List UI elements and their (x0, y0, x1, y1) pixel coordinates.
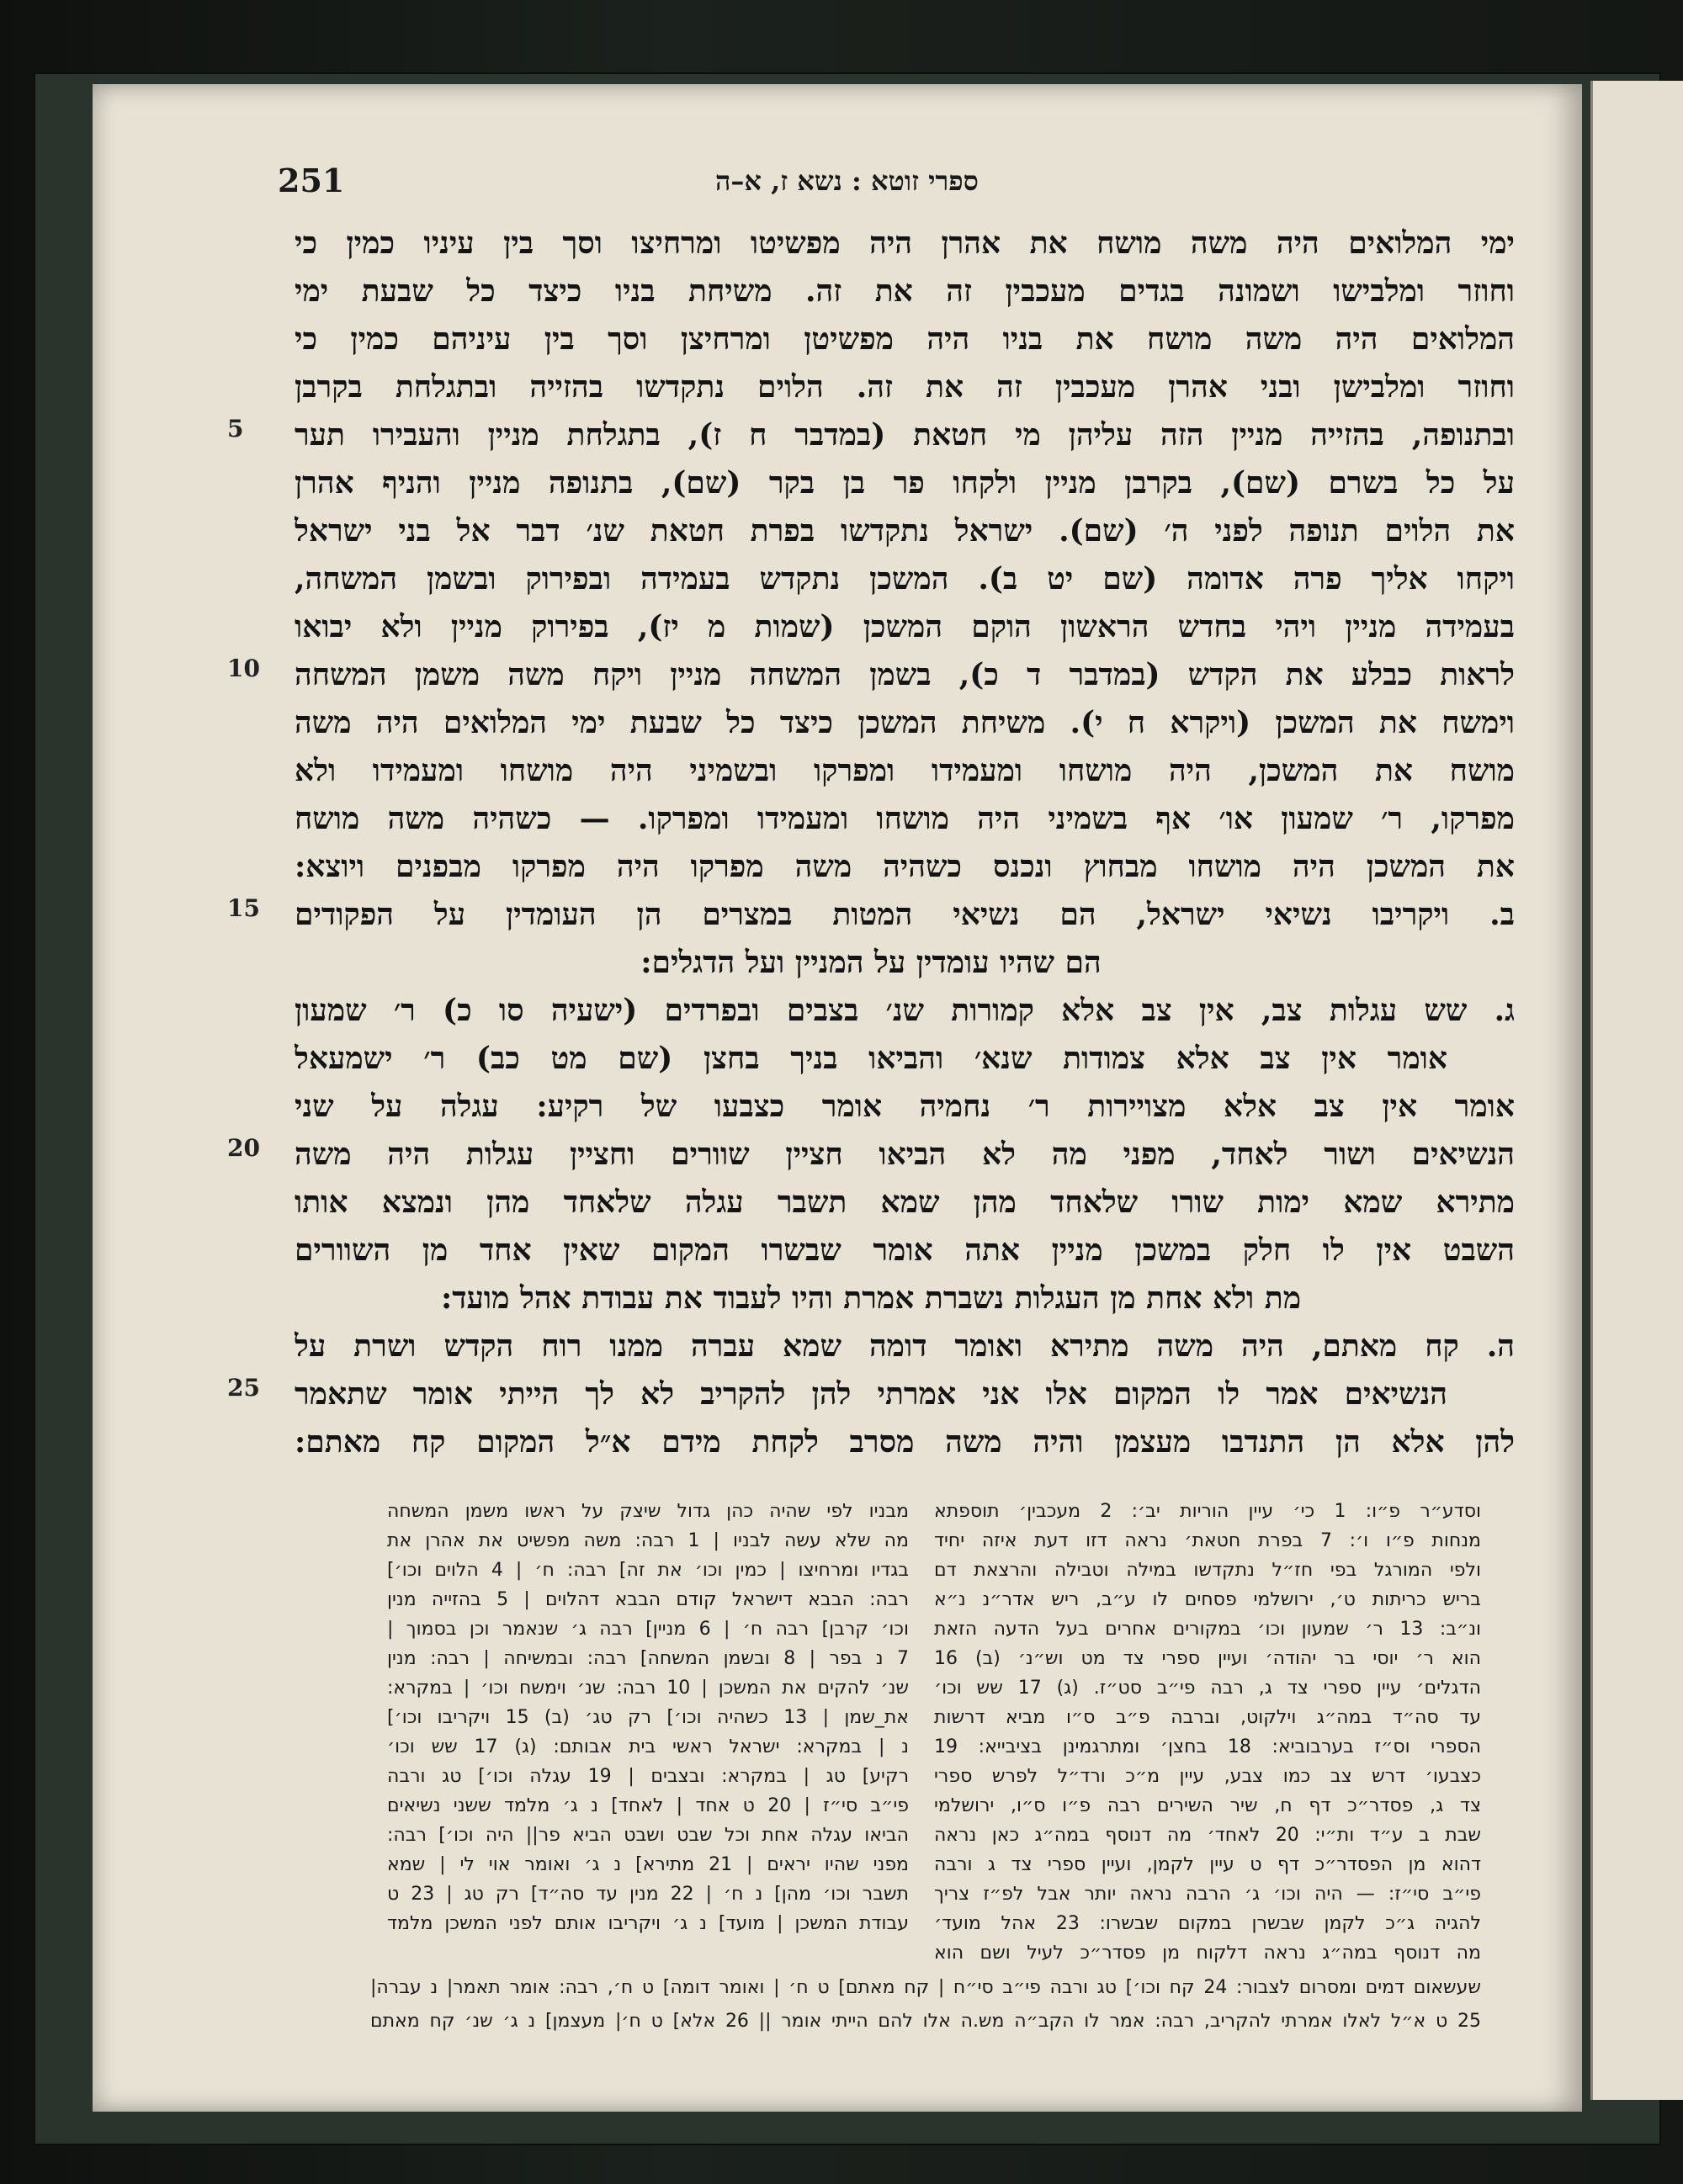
footnote-line: שנ׳ להקים את המשכן | 10 רבה: שנ׳ וימשח וכו׳ | במקרא: (387, 1678, 909, 1699)
page-number: 251 (278, 162, 345, 199)
footnote-line: הביאו עגלה אחת וכל שבט ושבט הביא פר|| היה וכו׳] רבה: (387, 1825, 909, 1846)
text-line: אומר אין צב אלא צמודות שנא׳ והביאו בניך בחצן (שם מט כב) ר׳ ישמעאל (295, 1041, 1447, 1076)
footnotes-right-column (934, 1498, 1481, 1969)
footnote-line: עבודת המשכן | מועד] נ ג׳ ויקריבו אותם לפני המשכן מלמד (387, 1913, 909, 1934)
text-line: ויקחו אליך פרה אדומה (שם יט ב). המשכן נתקדש בעמידה ובפירוק ובשמן המשחה, (295, 561, 1515, 596)
footnote-line: מה שלא עשה לבניו | 1 רבה: משה מפשיט את אהרן את (387, 1530, 909, 1551)
footnote-line: הוא ר׳ יוסי בר יהודה׳ ועיין ספרי צד מט וש״נ׳ (ב) 16 (934, 1648, 1481, 1669)
footnote-line: פי״ב סי״ז | 20 ט אחד | לאחד] נ ג׳ מלמד ששני נשיאים (387, 1795, 909, 1816)
footnote-line: מפני שהיו יראים | 21 מתירא] נ ג׳ ואומר אוי לי | שמא (387, 1854, 909, 1875)
footnote-line: הדגלים׳ עיין ספרי צד ג, רבה פי״ב סט״ז. (ג) 17 שש וכו׳ (934, 1678, 1481, 1699)
text-line: בעמידה מניין ויהי בחדש הראשון הוקם המשכן (שמות מ יז), בפירוק מניין ולא יבואו (295, 609, 1515, 644)
line-number: 25 (227, 1374, 260, 1402)
footnotes-bottom (370, 1973, 1481, 2040)
line-number: 5 (227, 415, 244, 443)
text-line: אומר אין צב אלא מצויירות ר׳ נחמיה אומר כצבעו של רקיע: עגלה על שני (295, 1089, 1515, 1124)
text-line: השבט אין לו חלק במשכן מניין אתה אומר שבשרו המקום שאין אחד מן השוורים (295, 1232, 1515, 1268)
footnote-line: ונ״ב: 13 ר׳ שמעון וכו׳ במקורים אחרים בעל הדעה הזאת (934, 1619, 1481, 1640)
line-number: 20 (227, 1134, 260, 1162)
page (93, 84, 1582, 2112)
footnote-line: בגדיו ומרחיצו | כמין וכו׳ את זה] רבה: ח׳ | 4 הלוים וכו׳] (387, 1560, 909, 1581)
footnote-line: עד סה״ד במה״ג וילקוט, וברבה פ״ב ס״ו מביא דרשות (934, 1707, 1481, 1728)
text-line: וימשח את המשכן (ויקרא ח י). משיחת המשכן כיצד כל שבעת ימי המלואים היה משה (295, 705, 1515, 740)
footnote-line: כצבעו׳ דרש צב כמו צבע, עיין מ״כ ורד״ל לפרש ספרי (934, 1766, 1481, 1787)
text-line: המלואים היה משה מושח את בניו היה מפשיטן ומרחיצן וסך בין עיניהם כמין כי (295, 321, 1515, 357)
footnote-line: שעשאום דמים ומסרום לצבור: 24 קח וכו׳] טג ורבה פי״ב סי״ח | קח מאתם] ט ח׳ | ואומר דומה] ט ח׳, רבה: אומר תאמר| נ עברה| (370, 1977, 1481, 1998)
text-line: מתירא שמא ימות שורו שלאחד מהן שמא תשבר עגלה שלאחד מהן ונמצא אותו (295, 1185, 1515, 1220)
text-line: מפרקו, ר׳ שמעון או׳ אף בשמיני היה מושחו ומעמידו ומפרקו. — כשהיה משה מושח (295, 801, 1515, 836)
text-line: ג. שש עגלות צב, אין צב אלא קמורות שנ׳ בצבים ובפרדים (ישעיה סו כ) ר׳ שמעון (295, 993, 1515, 1028)
text-line: הנשיאים אמר לו המקום אלו אני אמרתי להן להקריב לא לך הייתי אומר שתאמר (295, 1376, 1447, 1412)
text-line: את המשכן היה מושחו מבחוץ ונכנס כשהיה משה מפרקו היה מפרקו מבפנים ויוצא: (295, 849, 1515, 884)
footnote-line: להגיה ג״כ לקמן שבשרן במקום שבשרו: 23 אהל מועד׳ (934, 1913, 1481, 1934)
footnote-line: שבת ב ע״ד ות״י: 20 לאחד׳ מה דנוסף במה״ג כאן נראה (934, 1825, 1481, 1846)
footnote-line: בריש כריתות ט׳, ירושלמי פסחים לו ע״ב, ריש אדר״נ נ״א (934, 1589, 1481, 1610)
text-line: להן אלא הן התנדבו מעצמן והיה משה מסרב לקחת מידם א״ל המקום קח מאתם: (295, 1424, 1515, 1460)
footnote-line: רבה: הבבא דישראל קודם הבבא דהלוים | 5 בהזייה מנין (387, 1589, 909, 1610)
line-number: 10 (227, 655, 260, 682)
text-line: על כל בשרם (שם), בקרבן מניין ולקחו פר בן בקר (שם), בתנופה מניין והניף אהרן (295, 465, 1515, 501)
text-line: מושח את המשכן, היה מושחו ומעמידו ומפרקו ובשמיני היה מושחו ומעמידו ולא (295, 753, 1515, 788)
footnote-line: 7 נ בפר | 8 ובשמן המשחה] רבה: ובמשיחה | רבה: מנין (387, 1648, 909, 1669)
text-line: הנשיאים ושור לאחד, מפני מה לא הביאו חציין שוורים וחציין עגלות היה משה (295, 1137, 1515, 1172)
footnote-line: וסדע״ר פ״ו: 1 כי׳ עיין הוריות יב׳: 2 מעכבין׳ תוספתא (934, 1501, 1481, 1522)
footnote-line: מה דנוסף במה״ג נראה דלקוח מן פסדר״כ לעיל ושם הוא (934, 1943, 1481, 1964)
page-header (261, 162, 1439, 212)
running-title: ספרי זוטא : נשא ז, א–ה (715, 165, 979, 197)
footnote-line: ולפי המורגל בפי חז״ל נתקדשו במילה וטבילה והרצאת דם (934, 1560, 1481, 1581)
footnotes-left-column (387, 1498, 909, 1939)
text-line: ובתנופה, בהזייה מניין הזה עליהן מי חטאת (במדבר ח ז), בתגלחת מניין והעבירו תער (295, 417, 1515, 453)
line-number: 15 (227, 894, 260, 922)
text-line: ב. ויקריבו נשיאי ישראל, הם נשיאי המטות במצרים הן העומדין על הפקודים (295, 897, 1515, 932)
footnote-line: הספרי וס״ז בערבוביא: 18 בחצן׳ ומתרגמינן בציבייא: 19 (934, 1736, 1481, 1757)
footnote-line: נ | במקרא: ישראל ראשי בית אבותם: (ג) 17 שש וכו׳ (387, 1736, 909, 1757)
text-line: ימי המלואים היה משה מושח את אהרן היה מפשיטו ומרחיצו וסך בין עיניו כמין כי (295, 225, 1515, 261)
text-line: ה. קח מאתם, היה משה מתירא ואומר דומה שמא עברה ממנו רוח הקדש ושרת על (295, 1328, 1515, 1364)
footnote-line: 25 ט א״ל לאלו אמרתי להקריב, רבה: אמר לו הקב״ה מש.ה אלו להם הייתי אומר || 26 אלא] ט ח׳| מעצמן] נ ג׳ שנ׳ קח מאתם (370, 2011, 1481, 2032)
footnote-line: צד ג, פסדר״כ דף ח, שיר השירים רבה פ״ו ס״ו, ירושלמי (934, 1795, 1481, 1816)
footnote-line: פי״ב סי״ז: — היה וכו׳ ג׳ הרבה נראה יותר אבל לפ״ז צריך (934, 1884, 1481, 1905)
next-page-edge (1590, 81, 1683, 2100)
footnote-line: רקיע] טג | במקרא: ובצבים | 19 עגלה וכו׳] טג ורבה (387, 1766, 909, 1787)
footnote-line: את_שמן | 13 כשהיה וכו׳] רק טג׳ (ב) 15 ויקריבו וכו׳] (387, 1707, 909, 1728)
main-text (295, 223, 1515, 1470)
footnote-line: מבניו לפי שהיה כהן גדול שיצק על ראשו משמן המשחה (387, 1501, 909, 1522)
text-line: הם שהיו עומדין על המניין ועל הדגלים: (640, 945, 1102, 980)
footnote-line: וכו׳ קרבן] רבה ח׳ | 6 מניין] רבה ג׳ שנאמר וכן בסמוך | (387, 1619, 909, 1640)
text-line: וחוזר ומלבישו ושמונה בגדים מעכבין זה את זה. משיחת בניו כיצד כל שבעת ימי (295, 273, 1515, 309)
text-line: מת ולא אחת מן העגלות נשברת אמרת והיו לעבוד את עבודת אהל מועד: (440, 1280, 1302, 1316)
text-line: לראות כבלע את הקדש (במדבר ד כ), בשמן המשחה מניין ויקח משה משמן המשחה (295, 657, 1515, 692)
text-line: את הלוים תנופה לפני ה׳ (שם). ישראל נתקדשו בפרת חטאת שנ׳ דבר אל בני ישראל (295, 513, 1515, 549)
footnote-line: מנחות פ״ו ו׳: 7 בפרת חטאת׳ נראה דזו דעת איזה יחיד (934, 1530, 1481, 1551)
footnote-line: דהוא מן הפסדר״כ דף ט עיין לקמן, ועיין ספרי צד ג ורבה (934, 1854, 1481, 1875)
text-line: וחוזר ומלבישן ובני אהרן מעכבין זה את זה. הלוים נתקדשו בהזייה ובתגלחת בקרבן (295, 369, 1515, 405)
footnote-line: תשבר וכו׳ מהן] נ ח׳ | 22 מנין עד סה״ד] רק טג | 23 ט (387, 1884, 909, 1905)
